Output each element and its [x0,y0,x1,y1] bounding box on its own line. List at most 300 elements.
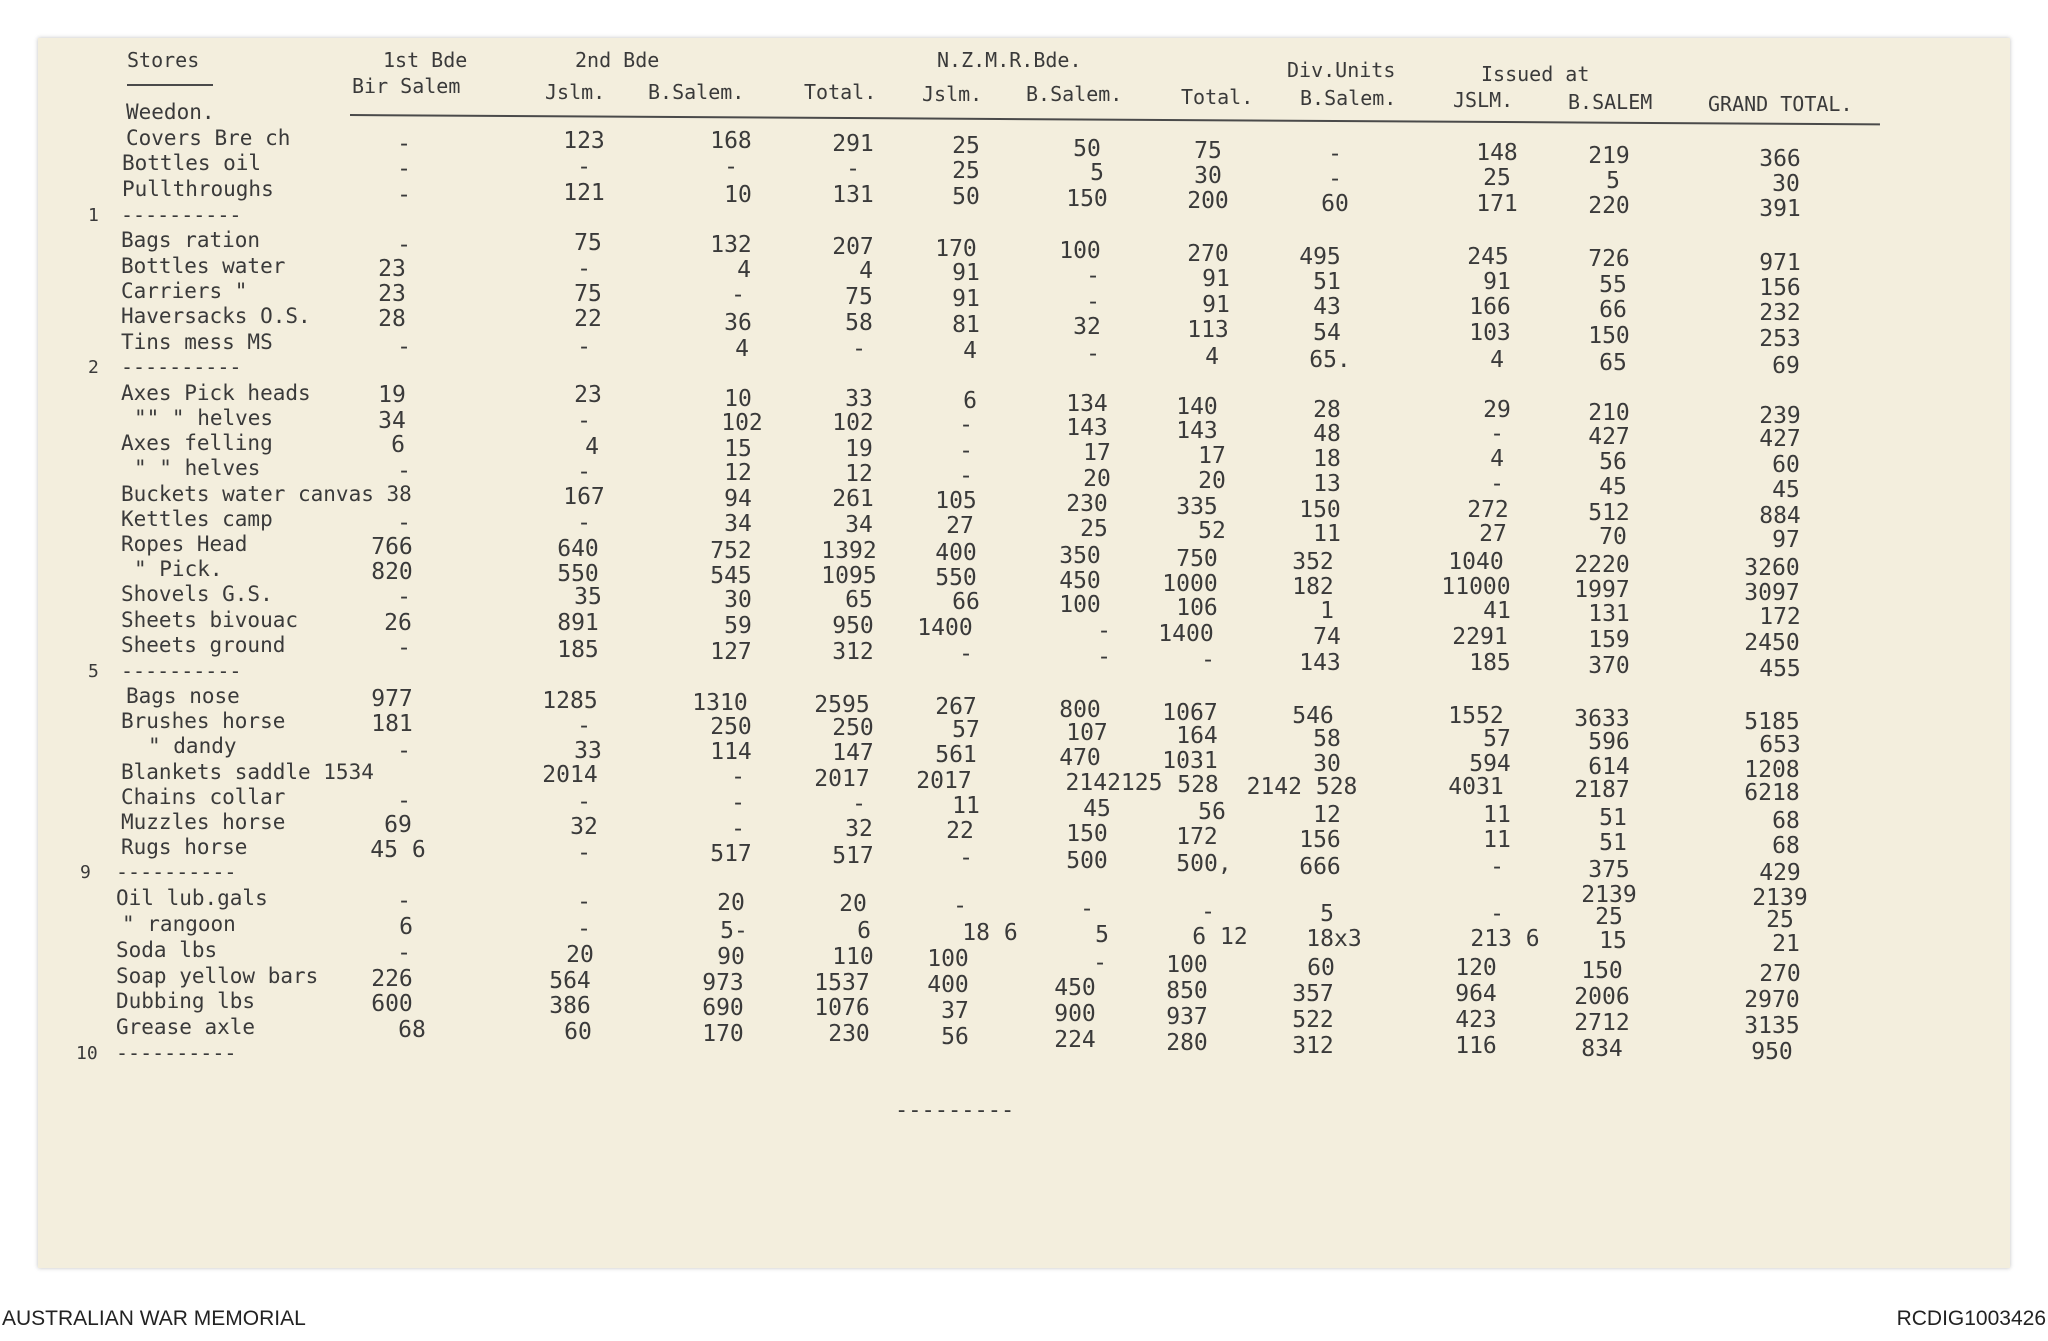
table-cell: 51 [1313,269,1341,295]
table-cell: 2006 [1574,984,1630,1010]
table-cell: 23 [574,382,602,408]
table-cell: 20 [1198,468,1226,494]
table-cell: 51 [1599,830,1627,856]
table-cell: - [397,334,411,360]
table-cell: 102 [832,410,874,436]
table-cell: 65. [1309,347,1351,373]
table-cell: 143 [1066,415,1108,441]
table-cell: 561 [935,742,977,768]
table-cell: 25 [1080,516,1108,542]
table-cell: 1208 [1744,757,1800,783]
store-item-label: Chains collar [121,785,286,809]
table-cell: 29 [1483,397,1511,423]
table-cell: 1552 [1448,703,1504,729]
table-cell: 226 [371,966,413,992]
table-cell: 3633 [1574,706,1630,732]
table-cell: 100 [1166,952,1208,978]
table-cell: 11000 [1441,574,1511,600]
table-cell: 270 [1759,961,1801,987]
table-cell: 2014 [542,762,598,788]
table-cell: - [577,459,591,485]
table-cell: 977 [371,686,413,712]
table-cell: 850 [1166,978,1208,1004]
table-cell: - [731,764,745,790]
table-cell: 185 [557,637,599,663]
store-item-label: Blankets saddle 1534 [121,760,374,784]
table-cell: 4 [1205,344,1219,370]
table-cell: 171 [1476,191,1518,217]
table-cell: 15 [1599,928,1627,954]
table-cell: 75 [1194,138,1222,164]
table-cell: 614 [1588,754,1630,780]
table-cell: - [1490,854,1504,880]
table-cell: 564 [549,968,591,994]
table-cell: - [1097,644,1111,670]
table-cell: - [397,156,411,182]
table-cell: 20 [839,891,867,917]
table-cell: - [577,334,591,360]
table-cell: 5185 [1744,709,1800,735]
store-item-label: Sheets bivouac [121,608,299,632]
column-group-header: Stores [127,48,200,72]
table-cell: 1400 [1158,621,1214,647]
table-cell: 528 [1177,772,1219,798]
table-cell: - [1328,141,1342,167]
store-item-label: Oil lub.gals [116,886,268,910]
store-item-label: Sheets ground [121,633,286,657]
table-cell: 545 [710,563,752,589]
table-cell: 357 [1292,981,1334,1007]
table-cell: 2017 [814,766,870,792]
table-cell: 666 [1299,854,1341,880]
table-cell: 45 [1772,477,1800,503]
table-cell: 150 [1299,497,1341,523]
store-item-label: Shovels G.S. [121,582,273,606]
table-cell: 10 [724,386,752,412]
table-cell: 57 [1483,726,1511,752]
table-cell: 455 [1759,656,1801,682]
column-header: Total. [804,80,877,104]
store-item-label: Bottles water [121,254,286,278]
table-cell: 94 [724,486,752,512]
table-cell: 113 [1187,317,1229,343]
table-cell: 143 [1299,650,1341,676]
table-cell: 391 [1759,196,1801,222]
table-cell: 30 [1313,751,1341,777]
table-cell: - [1097,618,1111,644]
table-cell: 267 [935,694,977,720]
store-item-label: " rangoon [122,912,236,936]
table-cell: 834 [1581,1036,1623,1062]
table-cell: 60 [1772,452,1800,478]
table-cell: 12 [1313,802,1341,828]
table-cell: - [577,789,591,815]
table-cell: 34 [378,408,406,434]
column-header: Jslm. [922,82,983,106]
column-header: B.Salem. [1300,86,1397,110]
table-cell: - [1093,950,1107,976]
table-cell: 250 [832,715,874,741]
table-cell: 450 [1059,568,1101,594]
table-cell: - [577,510,591,536]
table-cell: 43 [1313,294,1341,320]
table-cell: 182 [1292,574,1334,600]
table-cell: 971 [1759,250,1801,276]
table-cell: 15 [724,436,752,462]
table-cell: 120 [1455,955,1497,981]
store-item-label: Grease axle [116,1015,256,1039]
table-cell: 11 [1313,521,1341,547]
table-cell: - [1086,341,1100,367]
footer-right: RCDIG1003426 [1896,1307,2046,1330]
column-header: B.SALEM [1568,90,1653,114]
table-cell: - [1328,166,1342,192]
table-cell: 2142 528 [1246,774,1358,800]
table-cell: 33 [574,738,602,764]
table-cell: 45 [1083,796,1111,822]
table-cell: 32 [845,816,873,842]
table-cell: 2017 [916,768,972,794]
table-cell: - [397,738,411,764]
table-cell: - [731,790,745,816]
table-cell: - [397,888,411,914]
table-cell: 81 [952,312,980,338]
table-cell: 1067 [1162,700,1218,726]
table-cell: 245 [1467,244,1509,270]
table-cell: 68 [398,1017,426,1043]
column-group-header: Div.Units [1287,58,1396,82]
table-cell: 350 [1059,543,1101,569]
table-cell: 131 [1588,601,1630,627]
table-cell: 57 [952,717,980,743]
table-cell: 60 [564,1019,592,1045]
table-cell: - [577,916,591,942]
table-cell: - [577,256,591,282]
table-cell: 20 [1083,466,1111,492]
table-cell: 30 [724,587,752,613]
table-cell: 23 [378,281,406,307]
table-cell: - [959,438,973,464]
table-cell: 2187 [1574,777,1630,803]
store-item-label: Bags nose [126,684,240,708]
table-cell: 470 [1059,745,1101,771]
table-cell: 500, [1176,851,1232,877]
table-cell: 19 [378,382,406,408]
table-cell: 28 [1313,397,1341,423]
table-cell: 239 [1759,403,1801,429]
table-cell: - [959,641,973,667]
table-cell: - [1201,647,1215,673]
table-cell: 148 [1476,140,1518,166]
table-cell: 30 [1194,163,1222,189]
table-cell: 5- [720,918,748,944]
store-item-label: Kettles camp [121,507,273,531]
store-item-label: "" " helves [134,406,274,430]
table-cell: - [852,336,866,362]
table-cell: 820 [371,559,413,585]
table-cell: 66 [952,589,980,615]
table-cell: 100 [1059,238,1101,264]
table-cell: - [1080,896,1094,922]
table-cell: 150 [1588,323,1630,349]
table-cell: 102 [721,410,763,436]
table-cell: - [731,816,745,842]
table-cell: - [959,412,973,438]
table-cell: 891 [557,610,599,636]
table-cell: 32 [570,814,598,840]
table-cell: 884 [1759,503,1801,529]
table-cell: 1076 [814,995,870,1021]
column-header: JSLM. [1453,88,1514,112]
table-cell: 150 [1581,958,1623,984]
table-cell: 36 [724,310,752,336]
table-cell: 20 [566,942,594,968]
table-cell: 51 [1599,805,1627,831]
section-marker: 9 [80,862,91,883]
table-cell: - [1086,263,1100,289]
table-cell: 91 [1202,292,1230,318]
table-cell: 375 [1588,857,1630,883]
table-cell: 114 [710,739,752,765]
table-cell: 220 [1588,193,1630,219]
table-cell: 1040 [1448,549,1504,575]
store-item-label: Soda lbs [116,938,218,962]
table-cell: 594 [1469,751,1511,777]
table-cell: 18x3 [1306,926,1362,952]
table-cell: 11 [952,793,980,819]
store-item-label: " Pick. [134,557,223,581]
table-cell: - [397,788,411,814]
table-cell: - [1086,289,1100,315]
table-cell: 105 [935,488,977,514]
table-cell: 181 [371,711,413,737]
table-cell: 103 [1469,320,1511,346]
table-cell: 3135 [1744,1013,1800,1039]
table-cell: 1 [1320,598,1334,624]
table-cell: 121 [563,180,605,206]
section-marker: 5 [88,661,99,682]
section-separator: ---------- [116,1041,237,1065]
table-cell: 640 [557,536,599,562]
table-cell: 6 [399,914,413,940]
table-cell: - [846,156,860,182]
table-cell: 27 [946,513,974,539]
table-cell: 69 [384,812,412,838]
table-cell: 106 [1176,595,1218,621]
table-cell: 423 [1455,1007,1497,1033]
table-cell: 750 [1176,546,1218,572]
table-cell: 4 [1490,347,1504,373]
table-cell: 500 [1066,848,1108,874]
table-cell: 143 [1176,418,1218,444]
table-cell: 65 [1599,350,1627,376]
table-cell: 18 6 [962,920,1018,946]
store-item-label: Covers Bre ch [126,126,291,150]
table-cell: 116 [1455,1033,1497,1059]
table-cell: 56 [1599,449,1627,475]
table-cell: 32 [1073,314,1101,340]
table-cell: 26 [384,610,412,636]
table-cell: 6 [857,918,871,944]
table-cell: 127 [710,639,752,665]
table-cell: 12 [845,461,873,487]
end-rule: --------- [895,1098,1015,1123]
table-cell: 400 [935,540,977,566]
table-cell: 17 [1083,440,1111,466]
table-cell: 50 [1073,136,1101,162]
table-cell: 75 [574,230,602,256]
table-cell: 512 [1588,500,1630,526]
table-cell: 726 [1588,246,1630,272]
table-cell: - [397,232,411,258]
table-cell: 386 [549,993,591,1019]
table-cell: 68 [1772,833,1800,859]
table-cell: 2142125 [1065,770,1163,796]
table-cell: 25 [1766,907,1794,933]
table-cell: 91 [952,260,980,286]
table-cell: - [959,463,973,489]
store-item-label: Soap yellow bars [116,964,319,988]
table-cell: 270 [1187,241,1229,267]
table-cell: 427 [1588,424,1630,450]
table-cell: - [577,408,591,434]
table-cell: 131 [832,182,874,208]
store-item-label: Buckets water canvas 38 [121,482,412,506]
table-cell: 230 [1066,491,1108,517]
table-cell: 25 [1595,904,1623,930]
table-cell: 4 [1490,446,1504,472]
table-cell: - [1490,471,1504,497]
table-cell: 427 [1759,426,1801,452]
store-item-label: Rugs horse [121,835,248,859]
table-cell: 766 [371,534,413,560]
table-cell: 5 [1606,168,1620,194]
table-cell: 65 [845,587,873,613]
table-cell: 25 [952,158,980,184]
table-cell: 52 [1198,518,1226,544]
table-cell: - [397,635,411,661]
table-cell: 550 [557,561,599,587]
table-cell: 58 [1313,726,1341,752]
store-item-label: Axes felling [121,431,273,455]
table-cell: 68 [1772,808,1800,834]
table-cell: 123 [563,128,605,154]
table-cell: 964 [1455,981,1497,1007]
table-cell: 107 [1066,720,1108,746]
table-cell: 90 [717,944,745,970]
store-item-label: Axes Pick heads [121,381,311,405]
table-cell: 6218 [1744,780,1800,806]
column-group-header: N.Z.M.R.Bde. [937,48,1082,72]
table-cell: 33 [845,386,873,412]
table-cell: - [577,154,591,180]
table-cell: - [397,131,411,157]
table-cell: 1997 [1574,577,1630,603]
table-cell: 168 [710,128,752,154]
table-cell: 280 [1166,1030,1208,1056]
table-cell: 2139 [1581,882,1637,908]
table-cell: 4 [963,338,977,364]
table-cell: 11 [1483,827,1511,853]
section-marker: 2 [88,357,99,378]
table-cell: 800 [1059,697,1101,723]
table-cell: 28 [378,306,406,332]
table-cell: 6 [963,388,977,414]
table-cell: 219 [1588,143,1630,169]
table-cell: 170 [935,236,977,262]
table-cell: - [1201,899,1215,925]
table-cell: - [577,889,591,915]
table-cell: 166 [1469,294,1511,320]
store-item-label: Brushes horse [121,709,286,733]
table-cell: 1095 [821,563,877,589]
table-cell: 13 [1313,471,1341,497]
section-separator: ---------- [116,860,237,884]
table-cell: 75 [845,284,873,310]
table-cell: 4 [585,434,599,460]
table-cell: 937 [1166,1004,1208,1030]
table-cell: 110 [832,944,874,970]
table-cell: 352 [1292,549,1334,575]
table-cell: 517 [832,843,874,869]
table-cell: - [1490,901,1504,927]
table-cell: 185 [1469,650,1511,676]
table-cell: 150 [1066,186,1108,212]
table-cell: 291 [832,131,874,157]
table-cell: 10 [724,182,752,208]
table-cell: 2291 [1452,624,1508,650]
table-cell: 18 [1313,446,1341,472]
table-cell: 34 [724,511,752,537]
store-item-label: " " helves [134,456,261,480]
table-cell: 91 [1483,269,1511,295]
table-cell: 2450 [1744,630,1800,656]
column-group-header: Issued at [1481,62,1590,86]
section-separator: ---------- [121,203,242,227]
table-cell: 17 [1198,443,1226,469]
table-cell: 250 [710,714,752,740]
table-cell: 752 [710,538,752,564]
column-header: B.Salem. [648,80,745,104]
table-cell: 213 6 [1470,926,1540,952]
table-cell: 159 [1588,627,1630,653]
table-cell: 230 [828,1021,870,1047]
table-cell: 3097 [1744,580,1800,606]
table-cell: 22 [946,818,974,844]
table-cell: 170 [702,1021,744,1047]
table-cell: - [397,584,411,610]
table-cell: 600 [371,991,413,1017]
table-cell: 91 [952,286,980,312]
table-cell: 25 [952,133,980,159]
table-cell: 66 [1599,297,1627,323]
section-separator: ---------- [121,659,242,683]
stores-underline [127,84,213,86]
table-cell: 1031 [1162,748,1218,774]
table-cell: 97 [1772,527,1800,553]
table-cell: 950 [1751,1039,1793,1065]
table-cell: 25 [1483,165,1511,191]
table-cell: 2712 [1574,1010,1630,1036]
table-cell: 21 [1772,931,1800,957]
table-cell: - [397,182,411,208]
table-cell: - [397,458,411,484]
table-cell: 232 [1759,300,1801,326]
table-cell: 150 [1066,821,1108,847]
table-cell: 2139 [1752,885,1808,911]
table-cell: 546 [1292,703,1334,729]
table-cell: 22 [574,306,602,332]
